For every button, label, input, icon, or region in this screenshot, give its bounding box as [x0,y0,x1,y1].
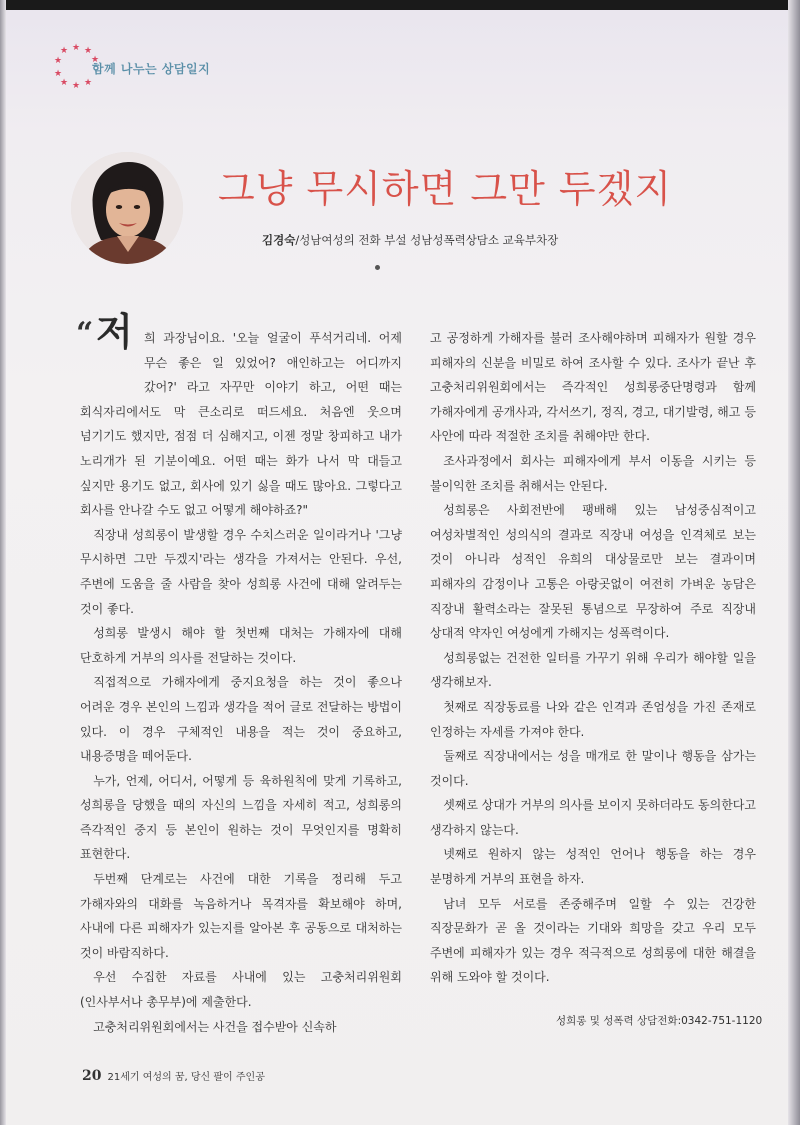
hotline-note: 성희롱 및 성폭력 상담전화:0342-751-1120 [556,1015,763,1027]
paragraph: 성희롱은 사회전반에 팽배해 있는 남성중심적이고 여성차별적인 성의식의 결과로 직장내 여성을 인격체로 보는 것이 아니라 성적인 유희의 대상물로만 보는 결과이며 피해자의 감정이나 고통은 아랑곳없이 여전히 가벼운 농담은 직장내 활력소라는 잘못된 통념으로 무장하여 주로 직장내 상대적 약자인 여성에게 가해지는 성폭력이다. [430,503,756,641]
paragraph: 희 과장님이요. '오늘 얼굴이 푸석거리네. 어제 무슨 좋은 일 있었어? 애인하고는 어디까지 갔어?' 라고 자꾸만 이야기 하고, 어떤 때는 회식자리에서도 막 큰소리로 떠드세요. 처음엔 웃으며 넘기기도 했지만, 점점 더 심해지고, 이젠 정말 창피하고 내가 노리개가 된 기분이예요. 어떤 때는 화가 나서 막 대들고 싶지만 용기도 없고, 회사에 있기 싫을 때도 많아요. 그렇다고 회사를 안나갈 수도 없고 어떻게 해야하죠?" [80,331,402,518]
author-photo [71,152,183,264]
paragraph: 고충처리위원회에서는 사건을 접수받아 신속하 [93,1019,337,1034]
paragraph: 셋째로 상대가 거부의 의사를 보이지 못하더라도 동의한다고 생각하지 않는다. [430,798,756,837]
paragraph: 고 공정하게 가해자를 불러 조사해야하며 피해자가 원할 경우 피해자의 신분을 비밀로 하여 조사할 수 있다. 조사가 끝난 후 고충처리위원회에서는 즉각적인 성희롱중단명령과 함께 가해자에게 공개사과, 각서쓰기, 정직, 경고, 대기발령, 해고 등 사안에 따라 적절한 조치를 취해야만 한다. [430,331,756,444]
paragraph: 누가, 언제, 어디서, 어떻게 등 육하원칙에 맞게 기록하고, 성희롱을 당했을 때의 자신의 느낌을 자세히 적고, 성희롱의 즉각적인 중지 등 본인이 원하는 것이 무엇인지를 명확히 표현한다. [80,773,402,862]
paragraph: 넷째로 원하지 않는 성적인 언어나 행동을 하는 경우 분명하게 거부의 표현을 하자. [430,847,756,887]
author-name: 김경숙 [262,233,296,247]
paragraph: 첫째로 직장동료를 나와 같은 인격과 존엄성을 가진 존재로 인정하는 자세를 가져야 한다. [430,699,756,739]
star-ring-icon: ★ ★ ★ ★ ★ ★ ★ ★ ★ [54,43,100,91]
drop-cap [76,309,140,378]
article-column-left [76,309,402,1039]
drop-cap-quote: “ [76,316,94,351]
author-affiliation: /성남여성의 전화 부설 성남성폭력상담소 교육부차장 [295,233,559,247]
paragraph: 조사과정에서 회사는 피해자에게 부서 이동을 시키는 등 불이익한 조치를 취해서는 안된다. [430,453,756,493]
paragraph: 우선 수집한 자료를 사내에 있는 고충처리위원회(인사부서나 총무부)에 제출한다. [80,970,402,1010]
page-footer [82,1068,265,1084]
paragraph: 두번째 단계로는 사건에 대한 기록을 정리해 두고 가해자와의 대화를 녹음하거나 목격자를 확보해야 하며, 사내에 다른 피해자가 있는지를 알아본 후 공동으로 대처하는 것이 바람직하다. [80,872,402,960]
scan-top-edge [0,0,800,10]
paragraph: 남녀 모두 서로를 존중해주며 일할 수 있는 건강한 직장문화가 곧 올 것이라는 기대와 희망을 갖고 우리 모두 주변에 피해자가 있는 경우 적극적으로 성희롱에 대한 해결을 위해 도와야 할 것이다. [430,896,756,985]
page-number: 20 [82,1068,102,1084]
paragraph: 성희롱없는 건전한 일터를 가꾸기 위해 우리가 해야할 일을 생각해보자. [430,650,756,690]
paragraph: 직접적으로 가해자에게 중지요청을 하는 것이 좋으나 어려운 경우 본인의 느낌과 생각을 적어 글로 전달하는 방법이 있다. 이 경우 구체적인 내용을 적는 것이 중요하고, 내용증명을 떼어둔다. [80,675,402,764]
paragraph: 직장내 성희롱이 발생할 경우 수치스러운 일이라거나 '그냥 무시하면 그만 두겠지'라는 생각을 가져서는 안된다. 우선, 주변에 도움을 줄 사람을 찾아 성희롱 사건에 대해 알려두는 것이 좋다. [80,527,402,616]
author-byline [262,232,732,248]
paragraph: 둘째로 직장내에서는 성을 매개로 한 말이나 행동을 삼가는 것이다. [430,749,756,788]
scan-left-edge [0,0,6,1125]
portrait-icon [71,152,183,264]
decorative-dot [375,265,380,270]
section-label: 함께 나누는 상담일지 [92,62,211,76]
article-title: 그냥 무시하면 그만 두겠지 [218,167,673,211]
drop-cap-letter: 저 [96,309,133,354]
magazine-tagline: 21세기 여성의 꿈, 당신 팔이 주인공 [107,1072,265,1083]
paragraph: 성희롱 발생시 해야 할 첫번째 대처는 가해자에 대해 단호하게 거부의 의사를 전달하는 것이다. [80,626,402,665]
article-column-right [430,326,756,990]
scan-right-edge [788,0,800,1125]
